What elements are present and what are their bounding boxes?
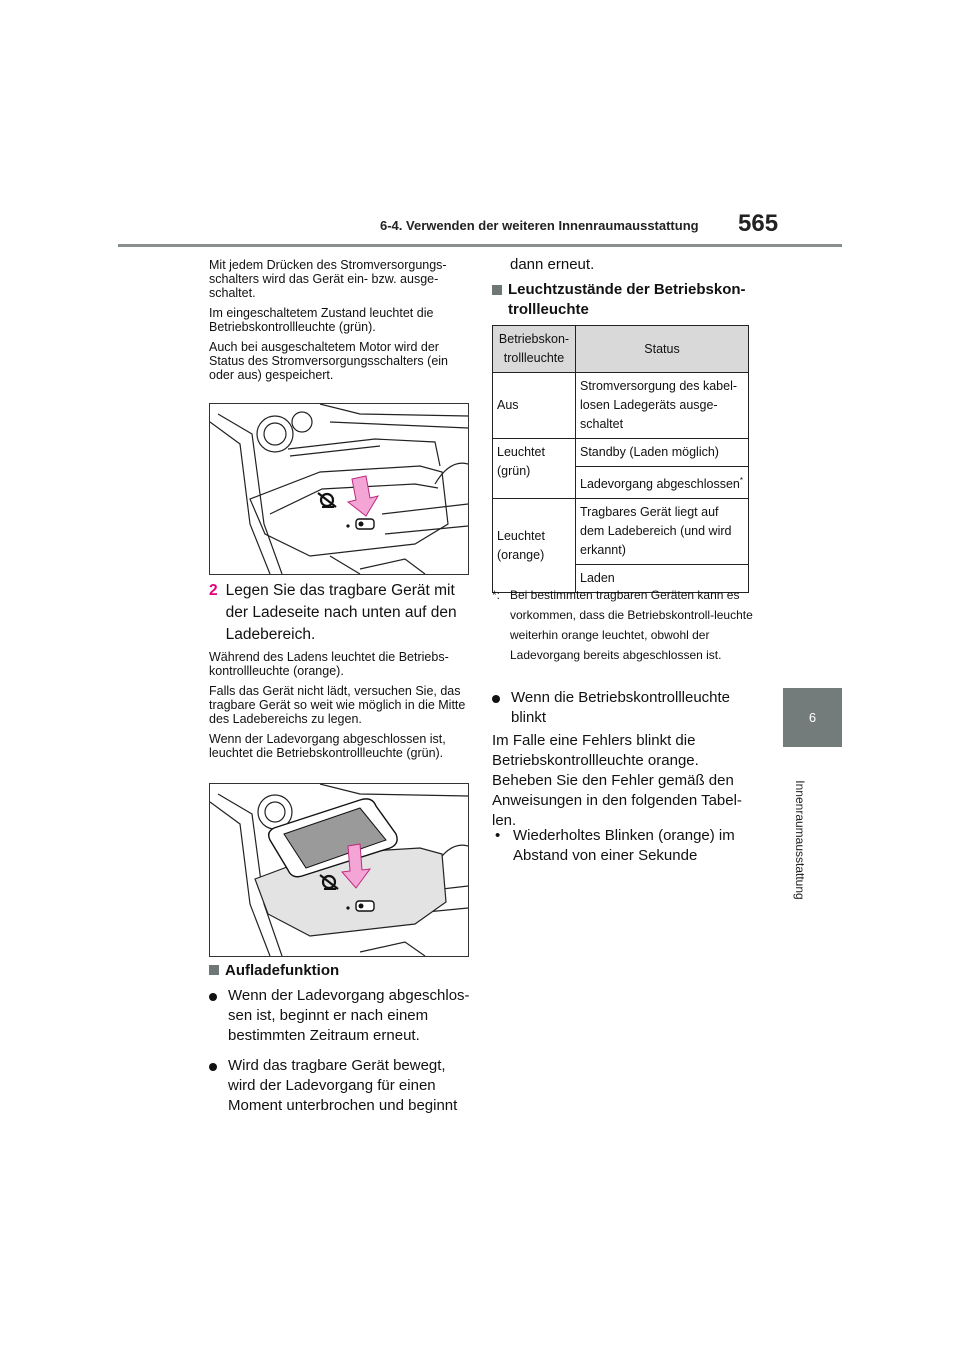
chapter-label: Innenraumausstattung: [793, 780, 807, 900]
footnote-text: Bei bestimmten tragbaren Geräten kann es vorkommen, dass die Betriebskontroll-leuchte weiterhin orange leuchtet, obwohl der Ladevorgang bereits abgeschlossen ist.: [510, 588, 753, 662]
footnote-asterisk: *: [739, 476, 743, 485]
section-title: 6-4. Verwenden der weiteren Innenraumausstattung: [380, 218, 699, 233]
status-table-wrap: [492, 325, 749, 593]
press-arrow: [348, 476, 378, 516]
square-bullet-icon: [492, 285, 502, 295]
square-bullet-icon: [209, 965, 219, 975]
table-footnote: [492, 585, 754, 665]
page-number: 565: [738, 210, 779, 237]
chapter-side-label: [790, 755, 810, 925]
blink-text: Im Falle eine Fehlers blinkt die Betriebskontrollleuchte orange. Beheben Sie den Fehler gemäß den Anweisungen in den folgenden Tabel-len.: [492, 732, 742, 829]
table-cell: Leuchtet (orange): [493, 499, 576, 593]
note-paragraph: Falls das Gerät nicht lädt, versuchen Sie, das tragbare Gerät so weit wie möglich in die Mitte des Ladebereichs zu legen.: [209, 684, 466, 726]
table-cell: Standby (Laden möglich): [576, 439, 749, 467]
step-number: 2: [209, 582, 218, 599]
note-paragraph: Wenn der Ladevorgang abgeschlossen ist, leuchtet die Betriebskontrollleuchte (grün).: [209, 732, 446, 760]
bullet-item: Wenn der Ladevorgang abgeschlos-sen ist, beginnt er nach einem bestimmten Zeitraum erneut.: [209, 986, 471, 1046]
intro-paragraph: Im eingeschaltetem Zustand leuchtet die Betriebskontrollleuchte (grün).: [209, 306, 434, 334]
blink-bullet: [492, 688, 754, 728]
table-row: [493, 439, 749, 467]
bullet-item: Wird das tragbare Gerät bewegt, wird der Ladevorgang für einen Moment unterbrochen und beginnt: [209, 1056, 471, 1116]
status-table: [492, 325, 749, 593]
intro-paragraph: Mit jedem Drücken des Stromversorgungs-schalters wird das Gerät ein- bzw. ausge-schaltet.: [209, 258, 447, 300]
sub-bullet-mark: •: [495, 827, 501, 844]
device-on-pad-illustration: [210, 784, 468, 956]
table-cell: Leuchtet (grün): [493, 439, 576, 499]
table-cell: Laden: [576, 565, 749, 593]
chapter-number: 6: [808, 710, 817, 725]
header-rule: [118, 244, 842, 247]
chapter-tab: [783, 688, 842, 747]
sub-bullet: [492, 826, 754, 866]
table-heading: Leuchtzustände der Betriebskon-trollleuchte: [492, 280, 754, 320]
table-header-row: [493, 326, 749, 373]
intro-text: [209, 258, 471, 388]
continued-text: dann erneut.: [510, 256, 595, 273]
table-cell: Stromversorgung des kabel-losen Ladegeräts ausge-schaltet: [576, 373, 749, 439]
column-header: Betriebskon-trollleuchte: [493, 326, 576, 373]
table-cell: Ladevorgang abgeschlossen*: [576, 467, 749, 499]
table-row: [493, 499, 749, 565]
wireless-charge-icon: [318, 493, 336, 507]
table-cell: Tragbares Gerät liegt auf dem Ladebereich (und wird erkannt): [576, 499, 749, 565]
step-2: [209, 580, 471, 646]
aufladefunktion-heading: [209, 961, 471, 981]
bullet-item: Wenn die Betriebskontrollleuchte blinkt: [492, 688, 754, 728]
subsection-heading: Aufladefunktion: [225, 962, 340, 979]
sub-bullet-text: Wiederholtes Blinken (orange) im Abstand von einer Sekunde: [513, 827, 735, 864]
column-header: Status: [576, 326, 749, 373]
charging-notes: [209, 650, 471, 766]
table-cell: Aus: [493, 373, 576, 439]
aufladefunktion-bullets: [209, 986, 471, 1116]
footnote-mark: *:: [492, 588, 501, 602]
step-text: Legen Sie das tragbare Gerät mit der Ladeseite nach unten auf den Ladebereich.: [225, 582, 457, 643]
figure-charger-switch: [209, 403, 469, 575]
charger-switch-illustration: [210, 404, 468, 574]
note-paragraph: Während des Ladens leuchtet die Betriebs-kontrollleuchte (orange).: [209, 650, 449, 678]
table-row: [493, 373, 749, 439]
figure-device-on-pad: [209, 783, 469, 957]
intro-paragraph: Auch bei ausgeschaltetem Motor wird der Status des Stromversorgungsschalters (ein oder aus) gespeichert.: [209, 340, 448, 382]
